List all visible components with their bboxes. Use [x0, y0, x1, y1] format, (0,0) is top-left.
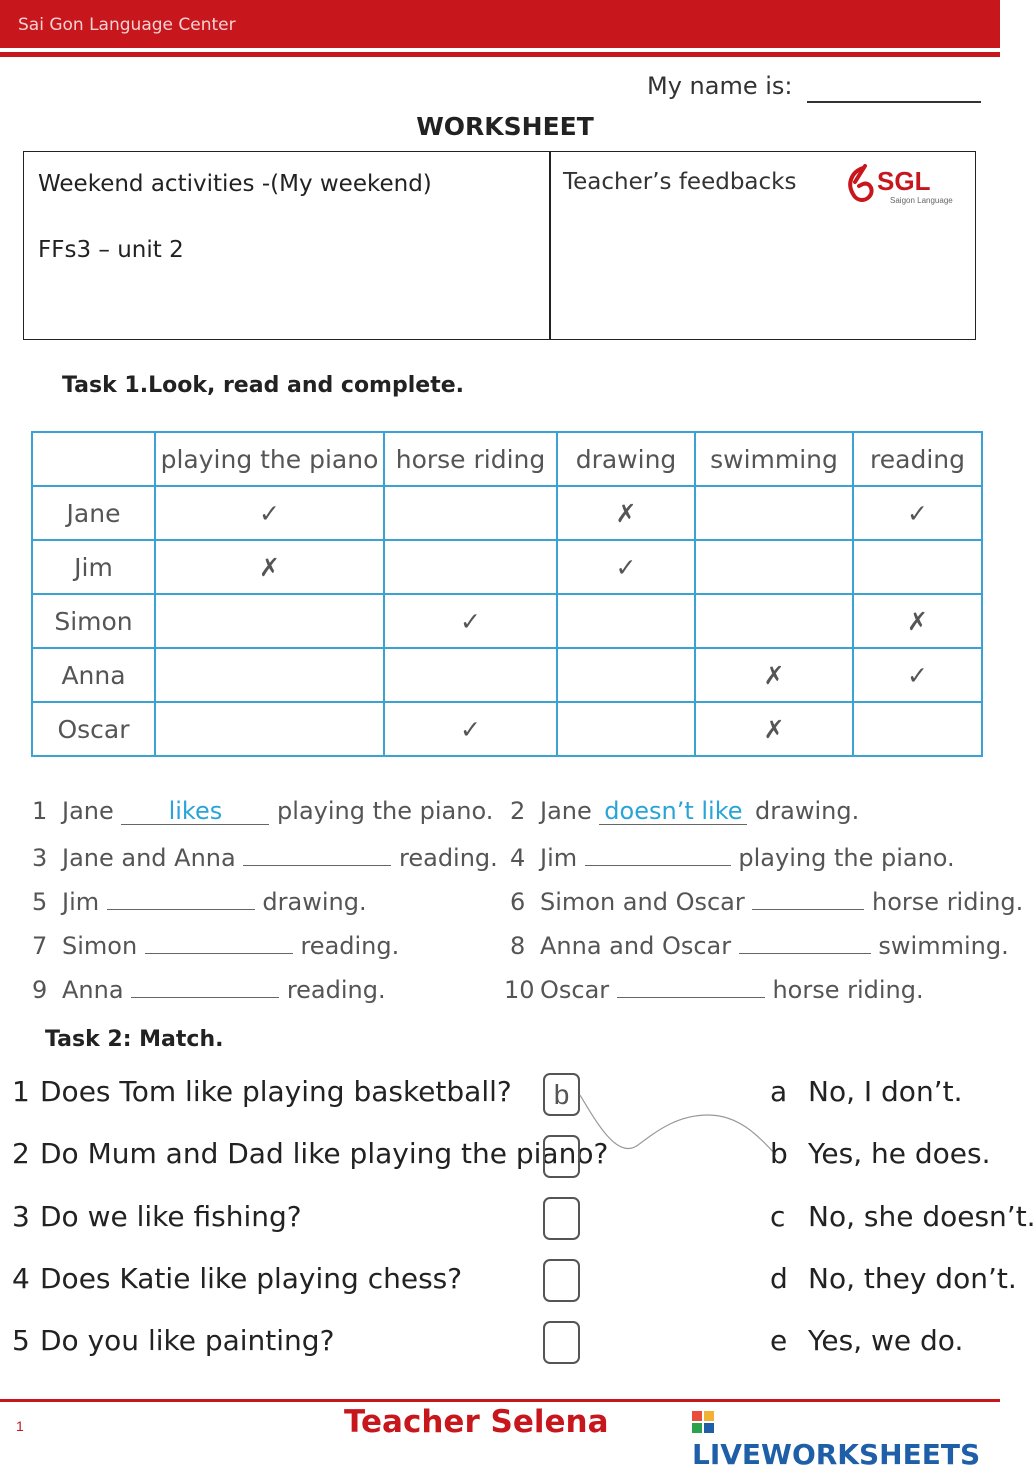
table-row [32, 648, 982, 702]
table-row [32, 702, 982, 756]
sentence-activity: playing the piano. [738, 844, 955, 872]
question-text: Does Katie like playing chess? [40, 1262, 463, 1295]
sentence-activity: reading. [286, 976, 386, 1004]
sentence-4 [510, 841, 955, 872]
answer-box[interactable] [543, 1197, 580, 1240]
question-number: 5 [12, 1324, 30, 1357]
name-label: My name is: [647, 72, 793, 100]
sentence-6 [510, 885, 1023, 916]
answer-text: Yes, we do. [808, 1324, 964, 1357]
liveworksheets-icon [692, 1411, 714, 1433]
column-header: reading [853, 432, 982, 486]
answer-letter: a [770, 1075, 788, 1108]
question-number: 4 [12, 1262, 30, 1295]
mark-cell: ✓ [155, 486, 384, 540]
answer-c [770, 1200, 1036, 1233]
sentence-activity: drawing. [755, 797, 860, 825]
mark-cell: ✗ [557, 486, 695, 540]
question-number: 3 [12, 1200, 30, 1233]
mark-cell [155, 594, 384, 648]
liveworksheets-text: LIVEWORKSHEETS [692, 1438, 981, 1471]
answer-letter: d [770, 1262, 788, 1295]
answer-blank[interactable]: likes [121, 800, 269, 825]
sentence-2 [510, 797, 859, 825]
footer-divider [0, 1399, 1000, 1402]
answer-box[interactable] [543, 1135, 580, 1178]
sentence-subject: Simon [62, 932, 138, 960]
table-row [32, 594, 982, 648]
answer-blank[interactable] [585, 841, 731, 866]
answer-letter: c [770, 1200, 786, 1233]
column-header: swimming [695, 432, 853, 486]
mark-cell: ✗ [853, 594, 982, 648]
mark-cell: ✓ [853, 486, 982, 540]
sentence-subject: Jane [62, 797, 114, 825]
row-name: Oscar [32, 702, 155, 756]
answer-blank[interactable] [739, 929, 871, 954]
mark-cell [384, 540, 557, 594]
mark-cell [695, 594, 853, 648]
question-text: Does Tom like playing basketball? [40, 1075, 512, 1108]
answer-a [770, 1075, 962, 1108]
answer-blank[interactable] [131, 973, 279, 998]
mark-cell: ✓ [557, 540, 695, 594]
sentence-number: 5 [32, 888, 48, 916]
sentence-activity: reading. [300, 932, 400, 960]
sentence-number: 3 [32, 844, 48, 872]
answer-box[interactable] [543, 1321, 580, 1364]
answer-text: No, I don’t. [808, 1075, 963, 1108]
topic-text: Weekend activities -(My weekend) [38, 171, 432, 197]
question-text: Do you like painting? [40, 1324, 335, 1357]
answer-e [770, 1324, 963, 1357]
worksheet-title: WORKSHEET [416, 112, 594, 141]
task1-title: Task 1.Look, read and complete. [62, 373, 464, 398]
table-header-row [32, 432, 982, 486]
sentence-activity: horse riding. [872, 888, 1024, 916]
match-line [578, 1085, 778, 1165]
sentence-subject: Anna and Oscar [540, 932, 732, 960]
table-row [32, 486, 982, 540]
column-header: playing the piano [155, 432, 384, 486]
teacher-name: Teacher Selena [344, 1404, 609, 1440]
sentence-9 [32, 973, 386, 1004]
school-name: Sai Gon Language Center [18, 15, 236, 35]
mark-cell: ✓ [384, 594, 557, 648]
question-4 [12, 1262, 462, 1295]
info-box-divider [549, 151, 551, 340]
mark-cell [155, 702, 384, 756]
question-number: 2 [12, 1137, 30, 1170]
sentence-number: 7 [32, 932, 48, 960]
answer-letter: b [770, 1137, 788, 1170]
answer-box[interactable] [543, 1259, 580, 1302]
answer-blank[interactable] [107, 885, 255, 910]
logo-text: SGL [877, 166, 931, 196]
answer-text: No, she doesn’t. [808, 1200, 1036, 1233]
answer-letter: e [770, 1324, 788, 1357]
answer-blank[interactable] [243, 841, 391, 866]
feedback-label: Teacher’s feedbacks [563, 169, 797, 195]
row-name: Jane [32, 486, 155, 540]
mark-cell: ✗ [695, 648, 853, 702]
sentence-subject: Jane and Anna [62, 844, 236, 872]
answer-b [770, 1137, 991, 1170]
table-row [32, 540, 982, 594]
sentence-subject: Simon and Oscar [540, 888, 745, 916]
question-1 [12, 1075, 512, 1108]
sentence-5 [32, 885, 367, 916]
mark-cell [557, 648, 695, 702]
sentence-subject: Jim [540, 844, 578, 872]
sentence-subject: Jane [540, 797, 592, 825]
sentence-activity: swimming. [878, 932, 1009, 960]
mark-cell [695, 486, 853, 540]
sentence-subject: Oscar [540, 976, 610, 1004]
sentence-activity: reading. [399, 844, 498, 872]
mark-cell: ✓ [853, 648, 982, 702]
mark-cell [853, 702, 982, 756]
row-name: Simon [32, 594, 155, 648]
answer-box[interactable]: b [543, 1073, 580, 1116]
mark-cell [155, 648, 384, 702]
mark-cell [384, 486, 557, 540]
answer-blank[interactable] [752, 885, 864, 910]
name-input-line[interactable] [807, 101, 981, 103]
sentence-7 [32, 929, 399, 960]
course-text: FFs3 – unit 2 [38, 237, 184, 263]
sentence-8 [510, 929, 1009, 960]
table-corner-cell [32, 432, 155, 486]
mark-cell [853, 540, 982, 594]
sentence-subject: Jim [62, 888, 100, 916]
mark-cell [557, 702, 695, 756]
task2-title: Task 2: Match. [45, 1027, 224, 1052]
liveworksheets-logo [692, 1405, 1000, 1471]
sentence-number: 2 [510, 797, 526, 825]
mark-cell [384, 648, 557, 702]
sentence-number: 6 [510, 888, 526, 916]
sentence-10 [504, 973, 924, 1004]
mark-cell: ✗ [155, 540, 384, 594]
row-name: Anna [32, 648, 155, 702]
page-number: 1 [16, 1418, 24, 1434]
answer-blank[interactable] [145, 929, 293, 954]
question-number: 1 [12, 1075, 30, 1108]
mark-cell [557, 594, 695, 648]
mark-cell: ✗ [695, 702, 853, 756]
question-5 [12, 1324, 334, 1357]
sentence-number: 4 [510, 844, 526, 872]
mark-cell [695, 540, 853, 594]
sentence-number: 1 [32, 797, 48, 825]
row-name: Jim [32, 540, 155, 594]
answer-blank[interactable]: doesn’t like [599, 800, 747, 825]
answer-text: Yes, he does. [808, 1137, 991, 1170]
sentence-activity: drawing. [262, 888, 367, 916]
logo-subtext: Saigon Language [890, 196, 953, 205]
question-text: Do we like fishing? [40, 1200, 302, 1233]
column-header: horse riding [384, 432, 557, 486]
header-divider [0, 52, 1000, 57]
answer-blank[interactable] [617, 973, 765, 998]
answer-text: No, they don’t. [808, 1262, 1017, 1295]
sentence-activity: horse riding. [772, 976, 924, 1004]
answer-d [770, 1262, 1017, 1295]
mark-cell: ✓ [384, 702, 557, 756]
sentence-number: 8 [510, 932, 526, 960]
column-header: drawing [557, 432, 695, 486]
question-text: Do Mum and Dad like playing the piano? [40, 1137, 609, 1170]
sentence-activity: playing the piano. [277, 797, 494, 825]
sentence-number: 9 [32, 976, 48, 1004]
activity-table [31, 431, 983, 757]
sentence-1 [32, 797, 493, 825]
question-2 [12, 1137, 608, 1170]
question-3 [12, 1200, 302, 1233]
sentence-number: 10 [504, 976, 535, 1004]
sentence-3 [32, 841, 498, 872]
sentence-subject: Anna [62, 976, 124, 1004]
sgl-logo [845, 162, 955, 208]
